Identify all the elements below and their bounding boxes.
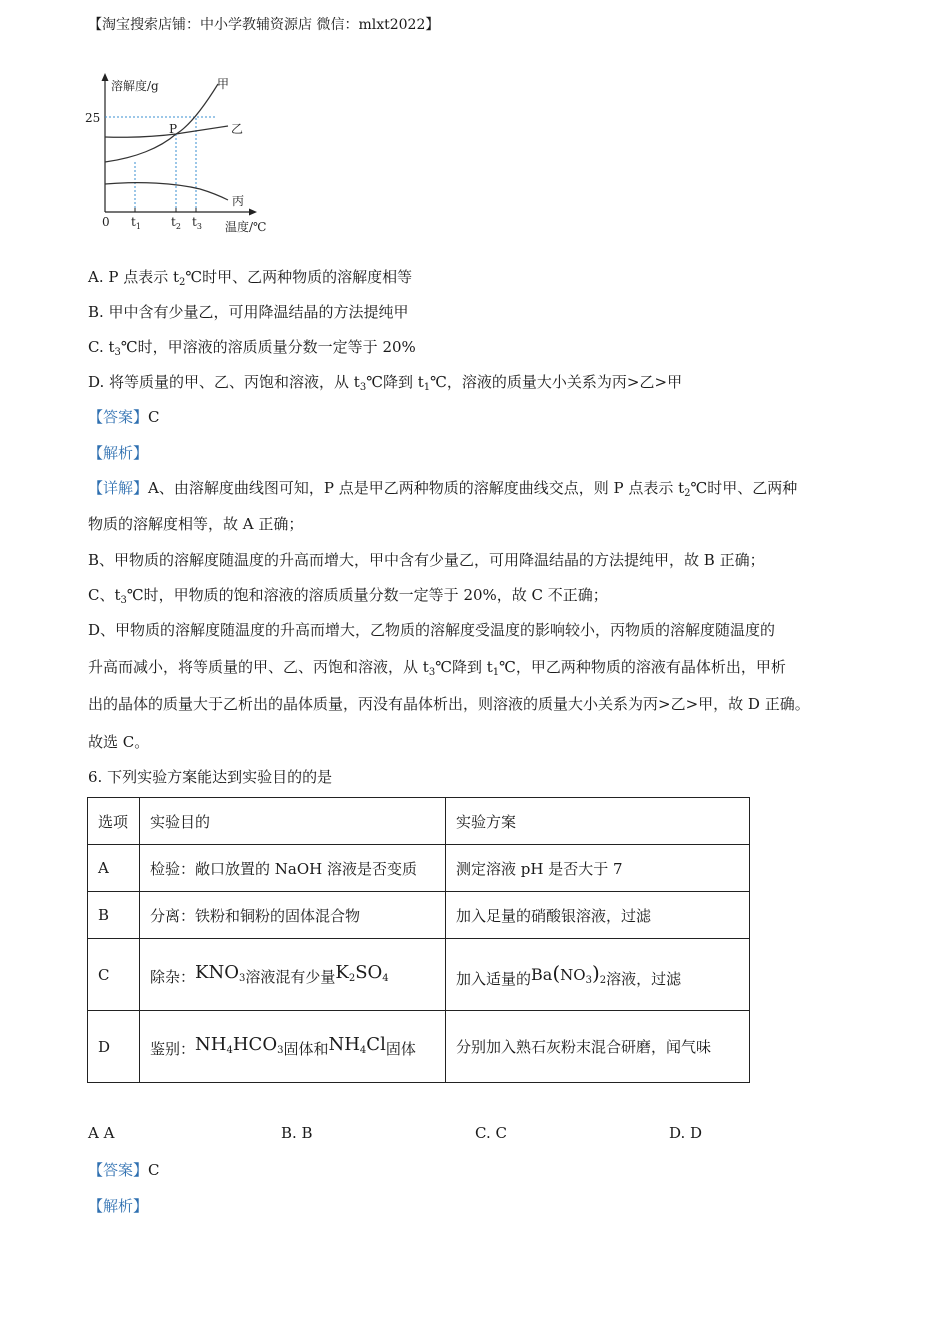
experiment-table bbox=[87, 797, 750, 1083]
formula-nh4cl: NH4Cl bbox=[328, 1034, 386, 1056]
row-d-option: D bbox=[88, 1011, 140, 1083]
y-axis-arrow bbox=[102, 73, 109, 81]
header-plan: 实验方案 bbox=[446, 798, 750, 845]
option-d-q5: D. 将等质量的甲、乙、丙饱和溶液，从 $t_3℃$降到 $t_1℃$，溶液的质量大小关系为丙>乙>甲 bbox=[88, 373, 683, 393]
detail-line-3: B、甲物质的溶解度随温度的升高而增大，甲中含有少量乙，可用降温结晶的方法提纯甲，故 B 正确； bbox=[88, 551, 765, 569]
row-b-option: B bbox=[88, 892, 140, 939]
formula-kno3: KNO3 bbox=[195, 962, 246, 984]
x-axis-label: 温度/℃ bbox=[225, 220, 267, 234]
choice-b: B. B bbox=[281, 1124, 313, 1142]
choice-a: A A bbox=[88, 1124, 115, 1142]
y-tick-25: 25 bbox=[85, 111, 101, 125]
x-tick-t3: $t_3$ bbox=[192, 215, 202, 231]
header-goal: 实验目的 bbox=[140, 798, 446, 845]
table-row bbox=[88, 892, 750, 939]
detail-line-1: 【详解】A、由溶解度曲线图可知，P 点是甲乙两种物质的溶解度曲线交点，则 P 点表示 $t_2℃$时甲、乙两种 bbox=[88, 479, 798, 499]
analysis-label-q6: 【解析】 bbox=[88, 1197, 149, 1215]
x-tick-t2: $t_2$ bbox=[171, 215, 181, 231]
detail-line-8: 故选 C。 bbox=[88, 733, 150, 751]
curve-bing-label: 丙 bbox=[232, 194, 245, 208]
detail-line-5: D、甲物质的溶解度随温度的升高而增大，乙物质的溶解度受温度的影响较小，丙物质的溶解度随温度的 bbox=[88, 621, 776, 639]
answer-q5: 【答案】C bbox=[88, 408, 160, 426]
table-row bbox=[88, 939, 750, 1011]
curve-yi-label: 乙 bbox=[231, 122, 244, 136]
solubility-chart bbox=[80, 70, 280, 240]
header-option: 选项 bbox=[88, 798, 140, 845]
row-c-plan: 加入适量的Ba(NO3)2溶液，过滤 bbox=[446, 939, 750, 1011]
curve-bing bbox=[105, 183, 228, 200]
x-tick-t1: $t_1$ bbox=[131, 215, 141, 231]
table-row bbox=[88, 1011, 750, 1083]
formula-k2so4: K2SO4 bbox=[335, 962, 389, 984]
curve-yi bbox=[105, 126, 228, 137]
x-axis-arrow bbox=[249, 209, 257, 216]
curve-jia-label: 甲 bbox=[217, 77, 230, 91]
choice-d: D. D bbox=[669, 1124, 703, 1142]
row-a-option: A bbox=[88, 845, 140, 892]
origin-label: 0 bbox=[102, 215, 110, 229]
row-c-option: C bbox=[88, 939, 140, 1011]
option-a-q5: A. P 点表示 $t_2℃$时甲、乙两种物质的溶解度相等 bbox=[88, 268, 413, 288]
row-d-plan: 分别加入熟石灰粉末混合研磨，闻气味 bbox=[446, 1011, 750, 1083]
detail-line-4: C、$t_3℃$时，甲物质的饱和溶液的溶质质量分数一定等于 20%，故 C 不正确； bbox=[88, 586, 608, 606]
row-a-plan: 测定溶液 pH 是否大于 7 bbox=[446, 845, 750, 892]
row-a-goal: 检验：敞口放置的 NaOH 溶液是否变质 bbox=[140, 845, 446, 892]
detail-line-6: 升高而减小，将等质量的甲、乙、丙饱和溶液，从 $t_3℃$降到 $t_1℃$，甲乙两种物质的溶液有晶体析出，甲析 bbox=[88, 658, 786, 678]
question-6-stem: 6. 下列实验方案能达到实验目的的是 bbox=[88, 768, 333, 786]
curve-jia bbox=[105, 84, 218, 162]
formula-nh4hco3: NH4HCO3 bbox=[195, 1034, 284, 1056]
table-row bbox=[88, 845, 750, 892]
header-watermark: 【淘宝搜索店铺：中小学教辅资源店 微信：mlxt2022】 bbox=[88, 17, 440, 33]
y-axis-label: 溶解度/g bbox=[111, 79, 159, 93]
detail-line-2: 物质的溶解度相等，故 A 正确； bbox=[88, 515, 304, 533]
answer-q6: 【答案】C bbox=[88, 1161, 160, 1179]
row-b-goal: 分离：铁粉和铜粉的固体混合物 bbox=[140, 892, 446, 939]
row-c-goal: 除杂：KNO3溶液混有少量K2SO4 bbox=[140, 939, 446, 1011]
detail-line-7: 出的晶体的质量大于乙析出的晶体质量，丙没有晶体析出，则溶液的质量大小关系为丙>乙>甲，故 D 正确。 bbox=[88, 695, 810, 713]
option-b-q5: B. 甲中含有少量乙，可用降温结晶的方法提纯甲 bbox=[88, 303, 409, 321]
row-d-goal: 鉴别：NH4HCO3固体和NH4Cl固体 bbox=[140, 1011, 446, 1083]
option-c-q5: C. $t_3℃$时，甲溶液的溶质质量分数一定等于 20% bbox=[88, 338, 416, 358]
table-header-row bbox=[88, 798, 750, 845]
analysis-label-q5: 【解析】 bbox=[88, 444, 149, 462]
formula-ba-no3-2: Ba(NO3)2 bbox=[531, 960, 607, 986]
choice-c: C. C bbox=[475, 1124, 507, 1142]
row-b-plan: 加入足量的硝酸银溶液，过滤 bbox=[446, 892, 750, 939]
point-p-label: P bbox=[169, 122, 178, 136]
